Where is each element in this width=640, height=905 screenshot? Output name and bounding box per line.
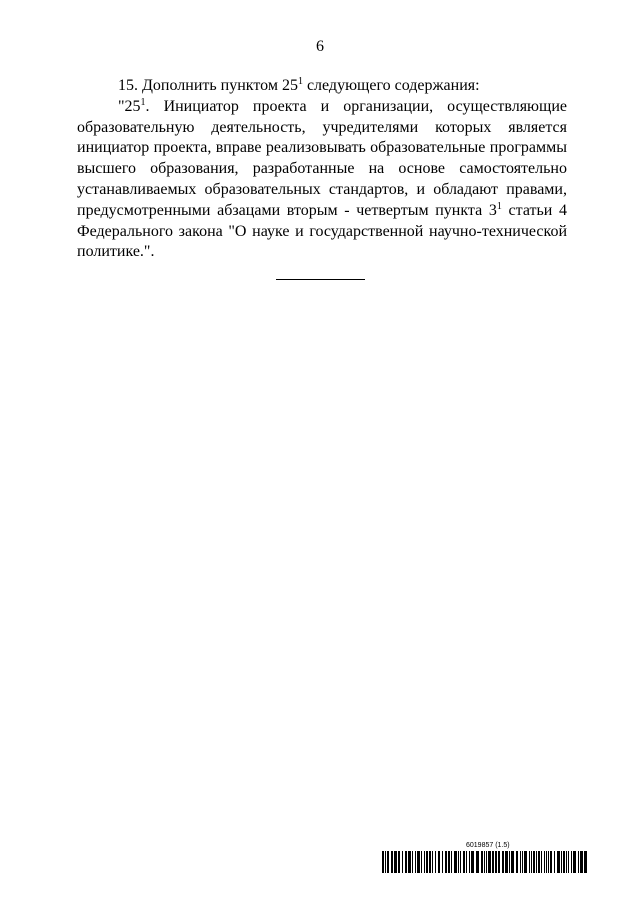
barcode-bar	[417, 851, 420, 873]
barcode-bar	[561, 851, 562, 873]
barcode-bar	[451, 851, 452, 873]
barcode-bar	[511, 851, 514, 873]
barcode-bar	[382, 851, 384, 873]
barcode-bar	[469, 851, 470, 873]
barcode-bar	[435, 851, 436, 873]
barcode-bar	[488, 851, 491, 873]
amendment-intro	[77, 76, 567, 97]
barcode-image	[382, 851, 588, 873]
barcode-bar	[486, 851, 487, 873]
barcode-bar	[460, 851, 461, 873]
barcode-bar	[458, 851, 459, 873]
barcode-bar	[580, 851, 583, 873]
barcode-bar	[484, 851, 485, 873]
barcode-bar	[408, 851, 411, 873]
barcode-bar	[524, 851, 527, 873]
barcode-bar	[578, 851, 579, 873]
amendment-text	[77, 97, 567, 263]
barcode-bar	[544, 851, 545, 873]
barcode-bar	[529, 851, 530, 873]
page-number: 6	[316, 38, 324, 55]
barcode-bar	[550, 851, 552, 873]
barcode-bar	[421, 851, 422, 873]
barcode-bar	[476, 851, 479, 873]
barcode-bar	[533, 851, 535, 873]
barcode-bar	[498, 851, 500, 873]
barcode-bar	[391, 851, 393, 873]
barcode-bar	[536, 851, 537, 873]
barcode-bar	[424, 851, 425, 873]
barcode-bar	[546, 851, 547, 873]
barcode-bar	[492, 851, 494, 873]
barcode-bar	[495, 851, 497, 873]
barcode-bar	[448, 851, 450, 873]
barcode-bar	[445, 851, 447, 873]
document-code: 6019857 (1.5)	[466, 842, 510, 849]
barcode-bar	[463, 851, 465, 873]
intro-suffix: следующего содержания:	[302, 77, 480, 94]
intro-superscript: 1	[297, 76, 303, 87]
barcode-bar	[429, 851, 431, 873]
amendment-body: . Инициатор проекта и организации, осуществляющие образовательную деятельность, учредителями которых является инициатор проекта, вправе реализовывать образовательные программы высшего образования, разработанные на основе самостоятельно устанавливаемых образовательных стандартов, и обладают правами, предусмотренными абзацами вторым - четвертым пункта 3	[77, 97, 567, 219]
barcode-bar	[398, 851, 400, 873]
barcode-bar	[548, 851, 549, 873]
reference-superscript: 1	[496, 200, 502, 212]
amendment-open-quote: "25	[118, 97, 141, 115]
barcode-bar	[426, 851, 428, 873]
barcode-bar	[505, 851, 508, 873]
barcode-bar	[412, 851, 413, 873]
barcode-bar	[481, 851, 483, 873]
barcode-bar	[571, 851, 572, 873]
barcode-bar	[415, 851, 416, 873]
barcode-bar	[584, 851, 587, 873]
barcode-bar	[442, 851, 443, 873]
section-divider	[276, 279, 365, 280]
barcode-bar	[531, 851, 532, 873]
barcode-bar	[394, 851, 397, 873]
document-body	[77, 76, 567, 263]
barcode-bar	[438, 851, 440, 873]
barcode-bar	[538, 851, 540, 873]
intro-prefix: 15. Дополнить пунктом 25	[118, 77, 298, 94]
barcode-bar	[387, 851, 389, 873]
barcode-bar	[466, 851, 467, 873]
barcode-bar	[554, 851, 555, 873]
barcode-bar	[509, 851, 510, 873]
barcode-bar	[557, 851, 560, 873]
barcode-bar	[520, 851, 521, 873]
barcode-bar	[454, 851, 457, 873]
barcode-bar	[563, 851, 565, 873]
barcode-bar	[541, 851, 542, 873]
barcode-bar	[566, 851, 567, 873]
barcode-bar	[385, 851, 386, 873]
barcode-bar	[471, 851, 474, 873]
barcode-bar	[568, 851, 569, 873]
barcode-bar	[432, 851, 433, 873]
barcode-bar	[405, 851, 407, 873]
amendment-tail: статьи 4 Федерального закона "О науке и государственной научно-технической политике.".	[77, 201, 568, 261]
barcode-bar	[573, 851, 576, 873]
barcode-bar	[402, 851, 403, 873]
barcode-bar	[522, 851, 523, 873]
barcode-bar	[502, 851, 504, 873]
amendment-superscript: 1	[140, 96, 146, 108]
barcode-bar	[516, 851, 518, 873]
